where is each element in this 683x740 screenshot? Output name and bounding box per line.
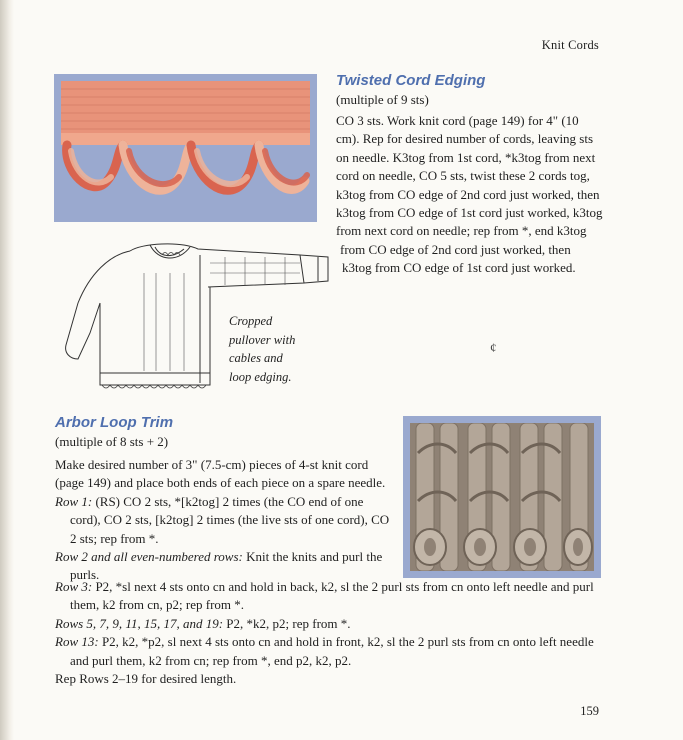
instruction-line: k3tog from CO edge of 1st cord just worked. [342, 260, 576, 276]
twisted-cord-multiple: (multiple of 9 sts) [336, 92, 429, 107]
row-text: P2, k2, *p2, sl next 4 sts onto cn and hold in front, k2, sl the 2 purl sts from cn onto left needle and purl them, k2 from cn; rep from *, end p2, k2, p2. [70, 634, 594, 668]
arbor-loop-title: Arbor Loop Trim [55, 414, 174, 431]
row-text: P2, *k2, p2; rep from *. [223, 615, 351, 631]
page-gutter-shadow [0, 0, 14, 740]
caption-line: loop edging. [229, 369, 292, 384]
instruction-line: on needle. K3tog from 1st cord, *k3tog from next [336, 149, 596, 165]
row-label: Row 1: [55, 493, 93, 509]
twisted-cord-instructions [336, 112, 636, 278]
row-label: Rows 5, 7, 9, 11, 15, 17, and 19: [55, 615, 224, 631]
instruction-line: CO 3 sts. Work knit cord (page 149) for 4" (10 [336, 113, 579, 128]
row-text: (RS) CO 2 sts, *[k2tog] 2 times (the CO end of one cord), CO 2 sts, [k2tog] 2 times (the live sts of one cord), CO 2 sts; rep from *. [70, 493, 390, 546]
instruction-line: cord on needle, CO 5 sts, twist these 2 cords tog, [336, 168, 590, 184]
arbor-loop-instructions-bottom [55, 578, 595, 688]
arbor-row-3 [55, 578, 595, 615]
arbor-loop-instructions-top [55, 456, 397, 585]
arbor-row-13 [55, 633, 595, 670]
instruction-line: from next cord on needle; rep from *, end k3tog [336, 223, 587, 239]
page-speck: ¢ [490, 340, 497, 355]
arbor-rows-odd [55, 615, 595, 633]
twisted-cord-photo [54, 74, 317, 222]
instruction-line: k3tog from CO edge of 2nd cord just worked, then [336, 186, 600, 202]
row-label: Row 3: [55, 579, 93, 594]
arbor-row-1 [55, 493, 397, 548]
running-head: Knit Cords [541, 38, 599, 52]
caption-line: cables and [229, 351, 283, 365]
instruction-line: k3tog from CO edge of 1st cord just worked, k3tog [336, 205, 603, 221]
instruction-line: from CO edge of 2nd cord just worked, then [340, 241, 571, 257]
row-label: Row 2 and all even-numbered rows: [55, 549, 243, 565]
row-label: Row 13: [55, 634, 99, 650]
twisted-cord-title: Twisted Cord Edging [336, 72, 486, 89]
row-text: P2, *sl next 4 sts onto cn and hold in back, k2, sl the 2 purl sts from cn onto left needle and purl them, k2 from cn, p2; rep from *. [70, 579, 594, 613]
arbor-loop-multiple: (multiple of 8 sts + 2) [55, 434, 169, 449]
row-text: Knit the knits and purl the purls. [70, 549, 383, 583]
arbor-intro: Make desired number of 3" (7.5-cm) pieces of 4-st knit cord (page 149) and place both ends of each piece on a spare needle. [55, 457, 386, 491]
sketch-caption [229, 312, 339, 386]
page-number: 159 [580, 704, 599, 718]
caption-line: pullover with [229, 332, 296, 347]
instruction-line: cm). Rep for desired number of cords, leaving sts [336, 131, 594, 147]
arbor-loop-photo [403, 416, 601, 578]
caption-line: Cropped [229, 314, 273, 328]
arbor-closing: Rep Rows 2–19 for desired length. [55, 671, 237, 687]
